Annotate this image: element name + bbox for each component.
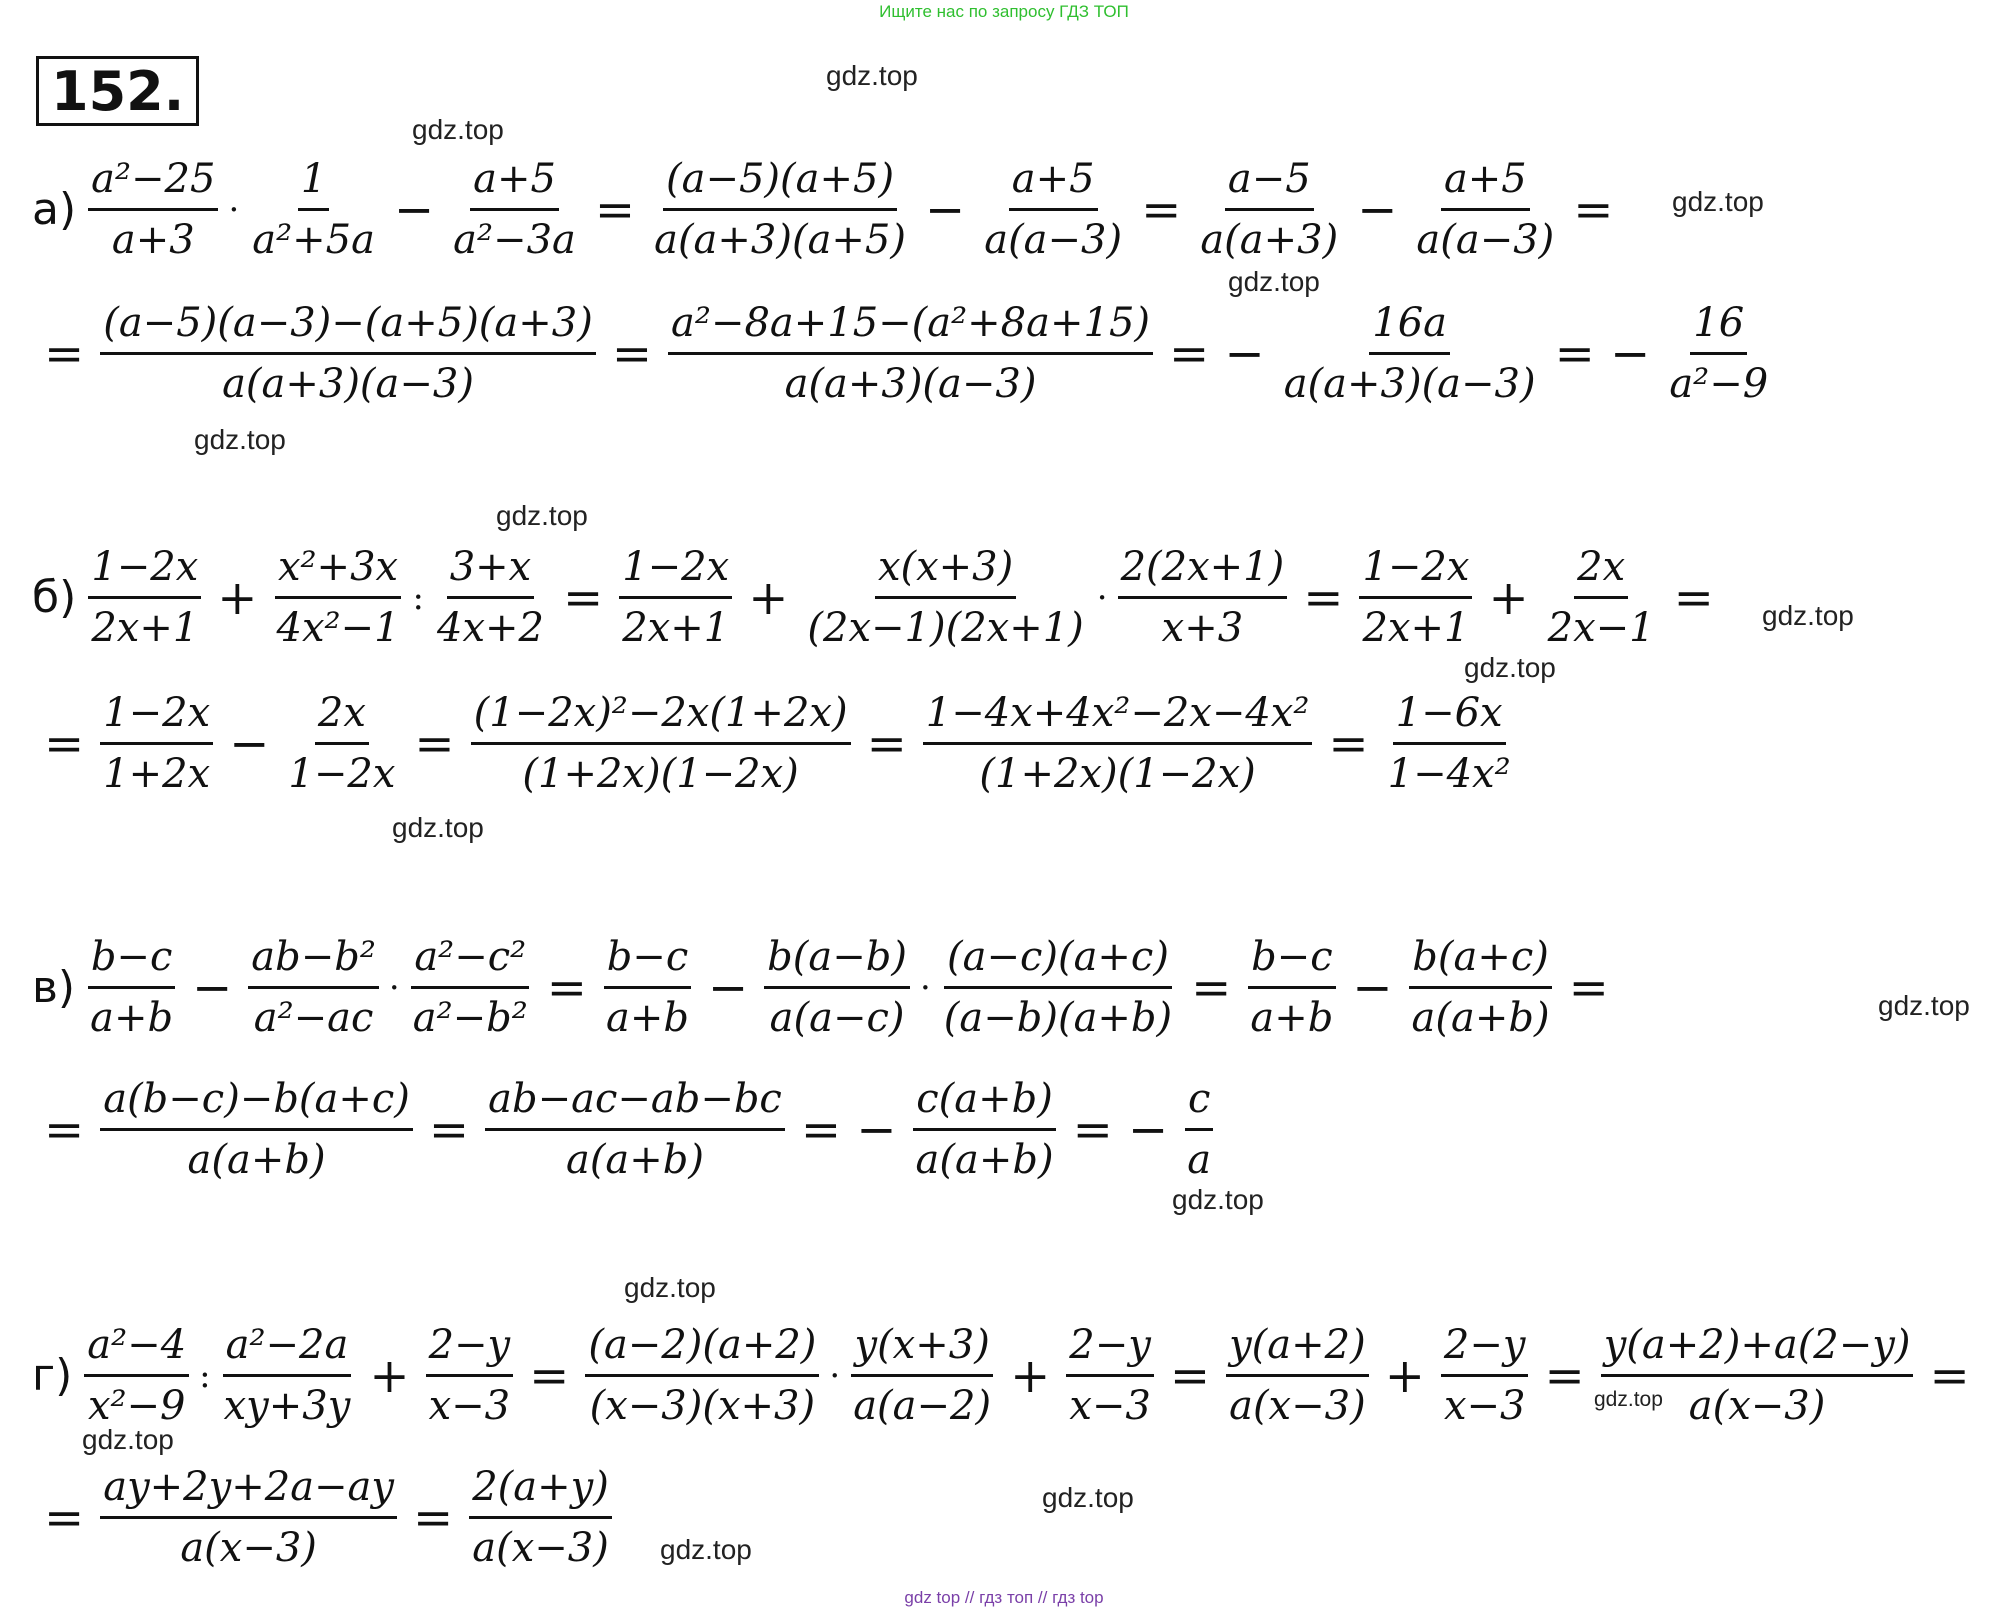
part-g-line-2: [32, 1464, 616, 1571]
operator: −: [1352, 959, 1393, 1016]
operator: =: [428, 1101, 470, 1158]
operator: +: [1384, 1347, 1425, 1404]
numerator: ay+2y+2a−ay: [100, 1464, 397, 1519]
fraction: [410, 934, 531, 1041]
denominator: 1−4x²: [1387, 751, 1511, 797]
denominator: a²−ac: [253, 995, 374, 1041]
numerator: 2x: [1574, 544, 1628, 599]
operator: =: [414, 715, 455, 772]
operator: ·: [829, 1355, 841, 1396]
numerator: b−c: [1248, 934, 1336, 989]
watermark: gdz.top: [1228, 266, 1320, 297]
operator: =: [1673, 569, 1714, 626]
operator: =: [546, 959, 587, 1016]
operator: −: [229, 715, 270, 772]
numerator: a²−c²: [411, 934, 529, 989]
fraction: [850, 1322, 994, 1429]
numerator: (a−5)(a−3)−(a+5)(a+3): [100, 300, 596, 355]
denominator: a+b: [90, 995, 174, 1041]
numerator: 3+x: [447, 544, 535, 599]
fraction: [981, 156, 1125, 263]
denominator: a(a+3): [1200, 217, 1339, 263]
operator: ·: [1096, 577, 1108, 618]
numerator: 2−y: [1441, 1322, 1529, 1377]
denominator: a(a+b): [565, 1137, 704, 1183]
operator: +: [1488, 569, 1529, 626]
operator: = −: [1554, 325, 1651, 382]
fraction: [100, 300, 596, 407]
numerator: c(a+b): [913, 1076, 1056, 1131]
fraction: [87, 934, 176, 1041]
watermark: gdz.top: [1878, 990, 1970, 1021]
numerator: ab−b²: [248, 934, 379, 989]
part-b-line-2: [32, 690, 1518, 797]
fraction: [1409, 934, 1553, 1041]
fraction: [1184, 1076, 1214, 1183]
operator: ·: [388, 967, 400, 1008]
denominator: a(a−c): [769, 995, 905, 1041]
operator: :: [412, 577, 424, 618]
denominator: x−3: [1069, 1383, 1151, 1429]
denominator: a(a−3): [1416, 217, 1555, 263]
fraction: [471, 690, 851, 797]
operator: +: [748, 569, 789, 626]
numerator: a²−8a+15−(a²+8a+15): [668, 300, 1153, 355]
denominator: a²−b²: [412, 995, 528, 1041]
fraction: [1247, 934, 1336, 1041]
numerator: a+5: [470, 156, 559, 211]
operator: =: [611, 325, 653, 382]
operator: −: [192, 959, 233, 1016]
denominator: xy+3y: [223, 1383, 351, 1429]
numerator: a²−25: [88, 156, 218, 211]
denominator: a(a+3)(a−3): [222, 361, 474, 407]
watermark: gdz.top: [1042, 1482, 1134, 1513]
fraction: [248, 934, 379, 1041]
fraction: [84, 1322, 189, 1429]
operator: :: [199, 1355, 211, 1396]
part-v-line-1: [32, 934, 1621, 1041]
fraction: [619, 544, 732, 651]
fraction: [913, 1076, 1057, 1183]
numerator: 1−2x: [88, 544, 201, 599]
operator: = −: [800, 1101, 897, 1158]
numerator: x(x+3): [875, 544, 1016, 599]
operator: = −: [1072, 1101, 1169, 1158]
operator: =: [44, 1101, 85, 1158]
watermark: gdz.top: [1672, 186, 1764, 217]
fraction: [469, 1464, 612, 1571]
numerator: (a−c)(a+c): [944, 934, 1172, 989]
watermark: gdz.top: [412, 114, 504, 145]
fraction: [1359, 544, 1472, 651]
denominator: 2x−1: [1547, 605, 1655, 651]
numerator: 2(a+y): [469, 1464, 612, 1519]
denominator: a+b: [605, 995, 689, 1041]
fraction: [285, 690, 398, 797]
task-number: 152.: [36, 56, 199, 126]
denominator: 2x+1: [622, 605, 730, 651]
operator: =: [1303, 569, 1344, 626]
watermark: gdz.top: [82, 1424, 174, 1455]
operator: =: [562, 569, 604, 626]
watermark: gdz.top: [1172, 1184, 1264, 1215]
numerator: a²−4: [84, 1322, 189, 1377]
fraction: [1281, 300, 1539, 407]
watermark: gdz.top: [660, 1534, 752, 1565]
numerator: x²+3x: [275, 544, 401, 599]
denominator: 4x+2: [437, 605, 544, 651]
numerator: b(a−b): [764, 934, 910, 989]
fraction: [426, 1322, 514, 1429]
fraction: [1545, 544, 1658, 651]
numerator: y(a+2): [1226, 1322, 1369, 1377]
fraction: [434, 544, 547, 651]
denominator: x²−9: [87, 1383, 186, 1429]
fraction: [651, 156, 909, 263]
denominator: a(x−3): [1688, 1383, 1826, 1429]
fraction: [249, 156, 378, 263]
operator: =: [866, 715, 907, 772]
denominator: a(x−3): [1229, 1383, 1366, 1429]
numerator: (1−2x)²−2x(1+2x): [471, 690, 851, 745]
fraction: [88, 544, 201, 651]
numerator: 1−4x+4x²−2x−4x²: [923, 690, 1313, 745]
denominator: a(a+b): [915, 1137, 1054, 1183]
numerator: y(a+2)+a(2−y): [1601, 1322, 1914, 1377]
denominator: a²+5a: [252, 217, 375, 263]
numerator: 2−y: [1066, 1322, 1154, 1377]
watermark: gdz.top: [1594, 1388, 1663, 1411]
operator: −: [707, 959, 749, 1016]
operator: +: [217, 569, 258, 626]
fraction: [1066, 1322, 1154, 1429]
denominator: a(a+3)(a+5): [654, 217, 906, 263]
watermark: gdz.top: [624, 1272, 716, 1303]
fraction: [1413, 156, 1557, 263]
numerator: b(a+c): [1409, 934, 1552, 989]
numerator: 2(2x+1): [1118, 544, 1288, 599]
part-a-line-1: [32, 156, 1626, 263]
denominator: a(a+3)(a−3): [784, 361, 1037, 407]
numerator: a(b−c)−b(a+c): [100, 1076, 413, 1131]
operator: =: [1169, 1347, 1211, 1404]
fraction: [100, 690, 213, 797]
part-b-line-1: [32, 544, 1726, 651]
denominator: a²−3a: [453, 217, 576, 263]
denominator: a+3: [111, 217, 195, 263]
fraction: [1601, 1322, 1914, 1429]
numerator: y(x+3): [851, 1322, 992, 1377]
denominator: (2x−1)(2x+1): [807, 605, 1084, 651]
fraction: [274, 544, 403, 651]
operator: =: [44, 1489, 85, 1546]
operator: = −: [1169, 325, 1265, 382]
operator: +: [369, 1347, 410, 1404]
fraction: [764, 934, 910, 1041]
watermark: gdz.top: [392, 812, 484, 843]
fraction: [1197, 156, 1341, 263]
denominator: x+3: [1161, 605, 1244, 651]
fraction: [221, 1322, 354, 1429]
operator: =: [594, 181, 636, 238]
watermark: gdz.top: [496, 500, 588, 531]
denominator: (a−b)(a+b): [943, 995, 1173, 1041]
part-v-line-2: [32, 1076, 1218, 1183]
denominator: a(a−2): [853, 1383, 992, 1429]
operator: −: [925, 181, 966, 238]
denominator: a²−9: [1669, 361, 1769, 407]
footer-note: gdz top // гдз топ // гдз top: [904, 1588, 1104, 1607]
denominator: 1+2x: [103, 751, 211, 797]
operator: −: [1357, 181, 1398, 238]
header-note: Ищите нас по запросу ГДЗ ТОП: [879, 2, 1129, 21]
part-label: б): [32, 572, 77, 623]
fraction: [1666, 300, 1771, 407]
operator: =: [1191, 959, 1232, 1016]
watermark: gdz.top: [826, 60, 918, 91]
fraction: [100, 1076, 413, 1183]
fraction: [485, 1076, 785, 1183]
operator: =: [1568, 959, 1609, 1016]
watermark: gdz.top: [194, 424, 286, 455]
numerator: a+5: [1009, 156, 1098, 211]
numerator: 2−y: [426, 1322, 514, 1377]
numerator: 1−2x: [1359, 544, 1472, 599]
denominator: a: [1187, 1137, 1212, 1183]
watermark: gdz.top: [1762, 600, 1854, 631]
numerator: 1: [298, 156, 329, 211]
operator: =: [1573, 181, 1614, 238]
fraction: [668, 300, 1153, 407]
denominator: 1−2x: [288, 751, 396, 797]
fraction: [1385, 690, 1514, 797]
part-label: в): [32, 962, 76, 1013]
denominator: x−3: [1443, 1383, 1526, 1429]
denominator: a(a+b): [1411, 995, 1550, 1041]
fraction: [1441, 1322, 1529, 1429]
denominator: (x−3)(x+3): [589, 1383, 816, 1429]
fraction: [941, 934, 1175, 1041]
denominator: x−3: [428, 1383, 511, 1429]
denominator: a(a+3)(a−3): [1283, 361, 1536, 407]
numerator: (a−5)(a+5): [663, 156, 897, 211]
fraction: [1118, 544, 1288, 651]
denominator: a(a−3): [984, 217, 1123, 263]
numerator: c: [1185, 1076, 1213, 1131]
fraction: [450, 156, 579, 263]
numerator: b−c: [604, 934, 692, 989]
denominator: 4x²−1: [276, 605, 400, 651]
part-label: а): [32, 184, 77, 235]
numerator: 1−2x: [619, 544, 732, 599]
numerator: 16a: [1369, 300, 1450, 355]
fraction: [88, 156, 218, 263]
operator: =: [44, 325, 85, 382]
operator: =: [44, 715, 85, 772]
denominator: a(a+b): [187, 1137, 326, 1183]
operator: +: [1010, 1347, 1051, 1404]
operator: =: [1544, 1347, 1585, 1404]
numerator: a−5: [1225, 156, 1314, 211]
denominator: 2x+1: [1362, 605, 1470, 651]
operator: =: [529, 1347, 570, 1404]
operator: =: [1929, 1347, 1970, 1404]
denominator: a(x−3): [180, 1525, 317, 1571]
part-a-line-2: [32, 300, 1775, 407]
fraction: [923, 690, 1313, 797]
operator: ·: [228, 189, 240, 230]
denominator: 2x+1: [91, 605, 199, 651]
watermark: gdz.top: [1464, 652, 1556, 683]
numerator: (a−2)(a+2): [585, 1322, 819, 1377]
numerator: 2x: [315, 690, 369, 745]
numerator: b−c: [88, 934, 176, 989]
fraction: [585, 1322, 819, 1429]
denominator: (1+2x)(1−2x): [522, 751, 799, 797]
fraction: [1226, 1322, 1369, 1429]
numerator: a+5: [1441, 156, 1530, 211]
fraction: [603, 934, 692, 1041]
denominator: a(x−3): [472, 1525, 609, 1571]
operator: =: [1328, 715, 1369, 772]
operator: −: [393, 181, 435, 238]
numerator: ab−ac−ab−bc: [485, 1076, 785, 1131]
numerator: 1−2x: [100, 690, 213, 745]
operator: ·: [919, 967, 931, 1008]
numerator: 1−6x: [1393, 690, 1506, 745]
operator: =: [413, 1489, 454, 1546]
denominator: (1+2x)(1−2x): [979, 751, 1256, 797]
numerator: 16: [1690, 300, 1747, 355]
part-g-line-1: [32, 1322, 1982, 1429]
operator: =: [1141, 181, 1182, 238]
numerator: a²−2a: [223, 1322, 352, 1377]
denominator: a+b: [1250, 995, 1334, 1041]
part-label: г): [32, 1350, 73, 1401]
fraction: [100, 1464, 397, 1571]
fraction: [804, 544, 1086, 651]
